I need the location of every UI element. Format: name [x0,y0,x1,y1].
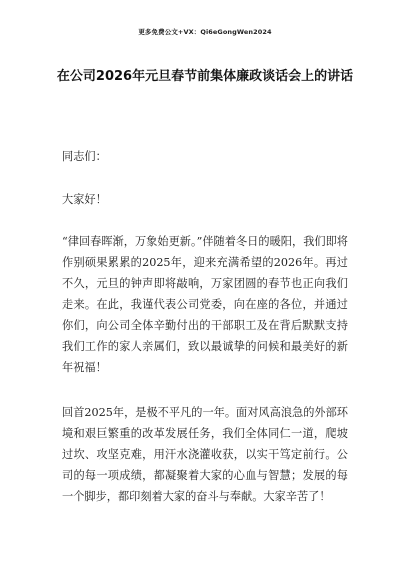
hello-line: 大家好！ [62,193,107,206]
greeting-line: 同志们： [62,150,107,163]
paragraph-review: 回首2025年，是极不平凡的一年。面对风高浪急的外部环境和艰巨繁重的改革发展任务，我们全体同仁一道，爬坡过坎、攻坚克难，用汗水浇灌收获，以实干笃定前行。公司的每一项成绩，都凝聚着大家的心血与智慧；发展的每一个脚步，都印刻着大家的奋斗与奉献。大家辛苦了！ [62,406,348,503]
document-title: 在公司2026年元旦春节前集体廉政谈话会上的讲话 [56,69,354,84]
paragraph-opening: “律回春晖渐，万象始更新。”伴随着冬日的暖阳，我们即将作别硕果累累的2025年，迎来充满希望的2026年。再过不久，元旦的钟声即将敲响，万家团圆的春节也正向我们走来。在此，我谨代表公司党委，向在座的各位，并通过你们，向公司全体辛勤付出的干部职工及在背后默默支持我们工作的家人亲属们，致以最诚挚的问候和最美好的新年祝福！ [62,235,348,374]
header-note: 更多免费公文+VX：Qi6eGongWen2024 [138,28,272,36]
